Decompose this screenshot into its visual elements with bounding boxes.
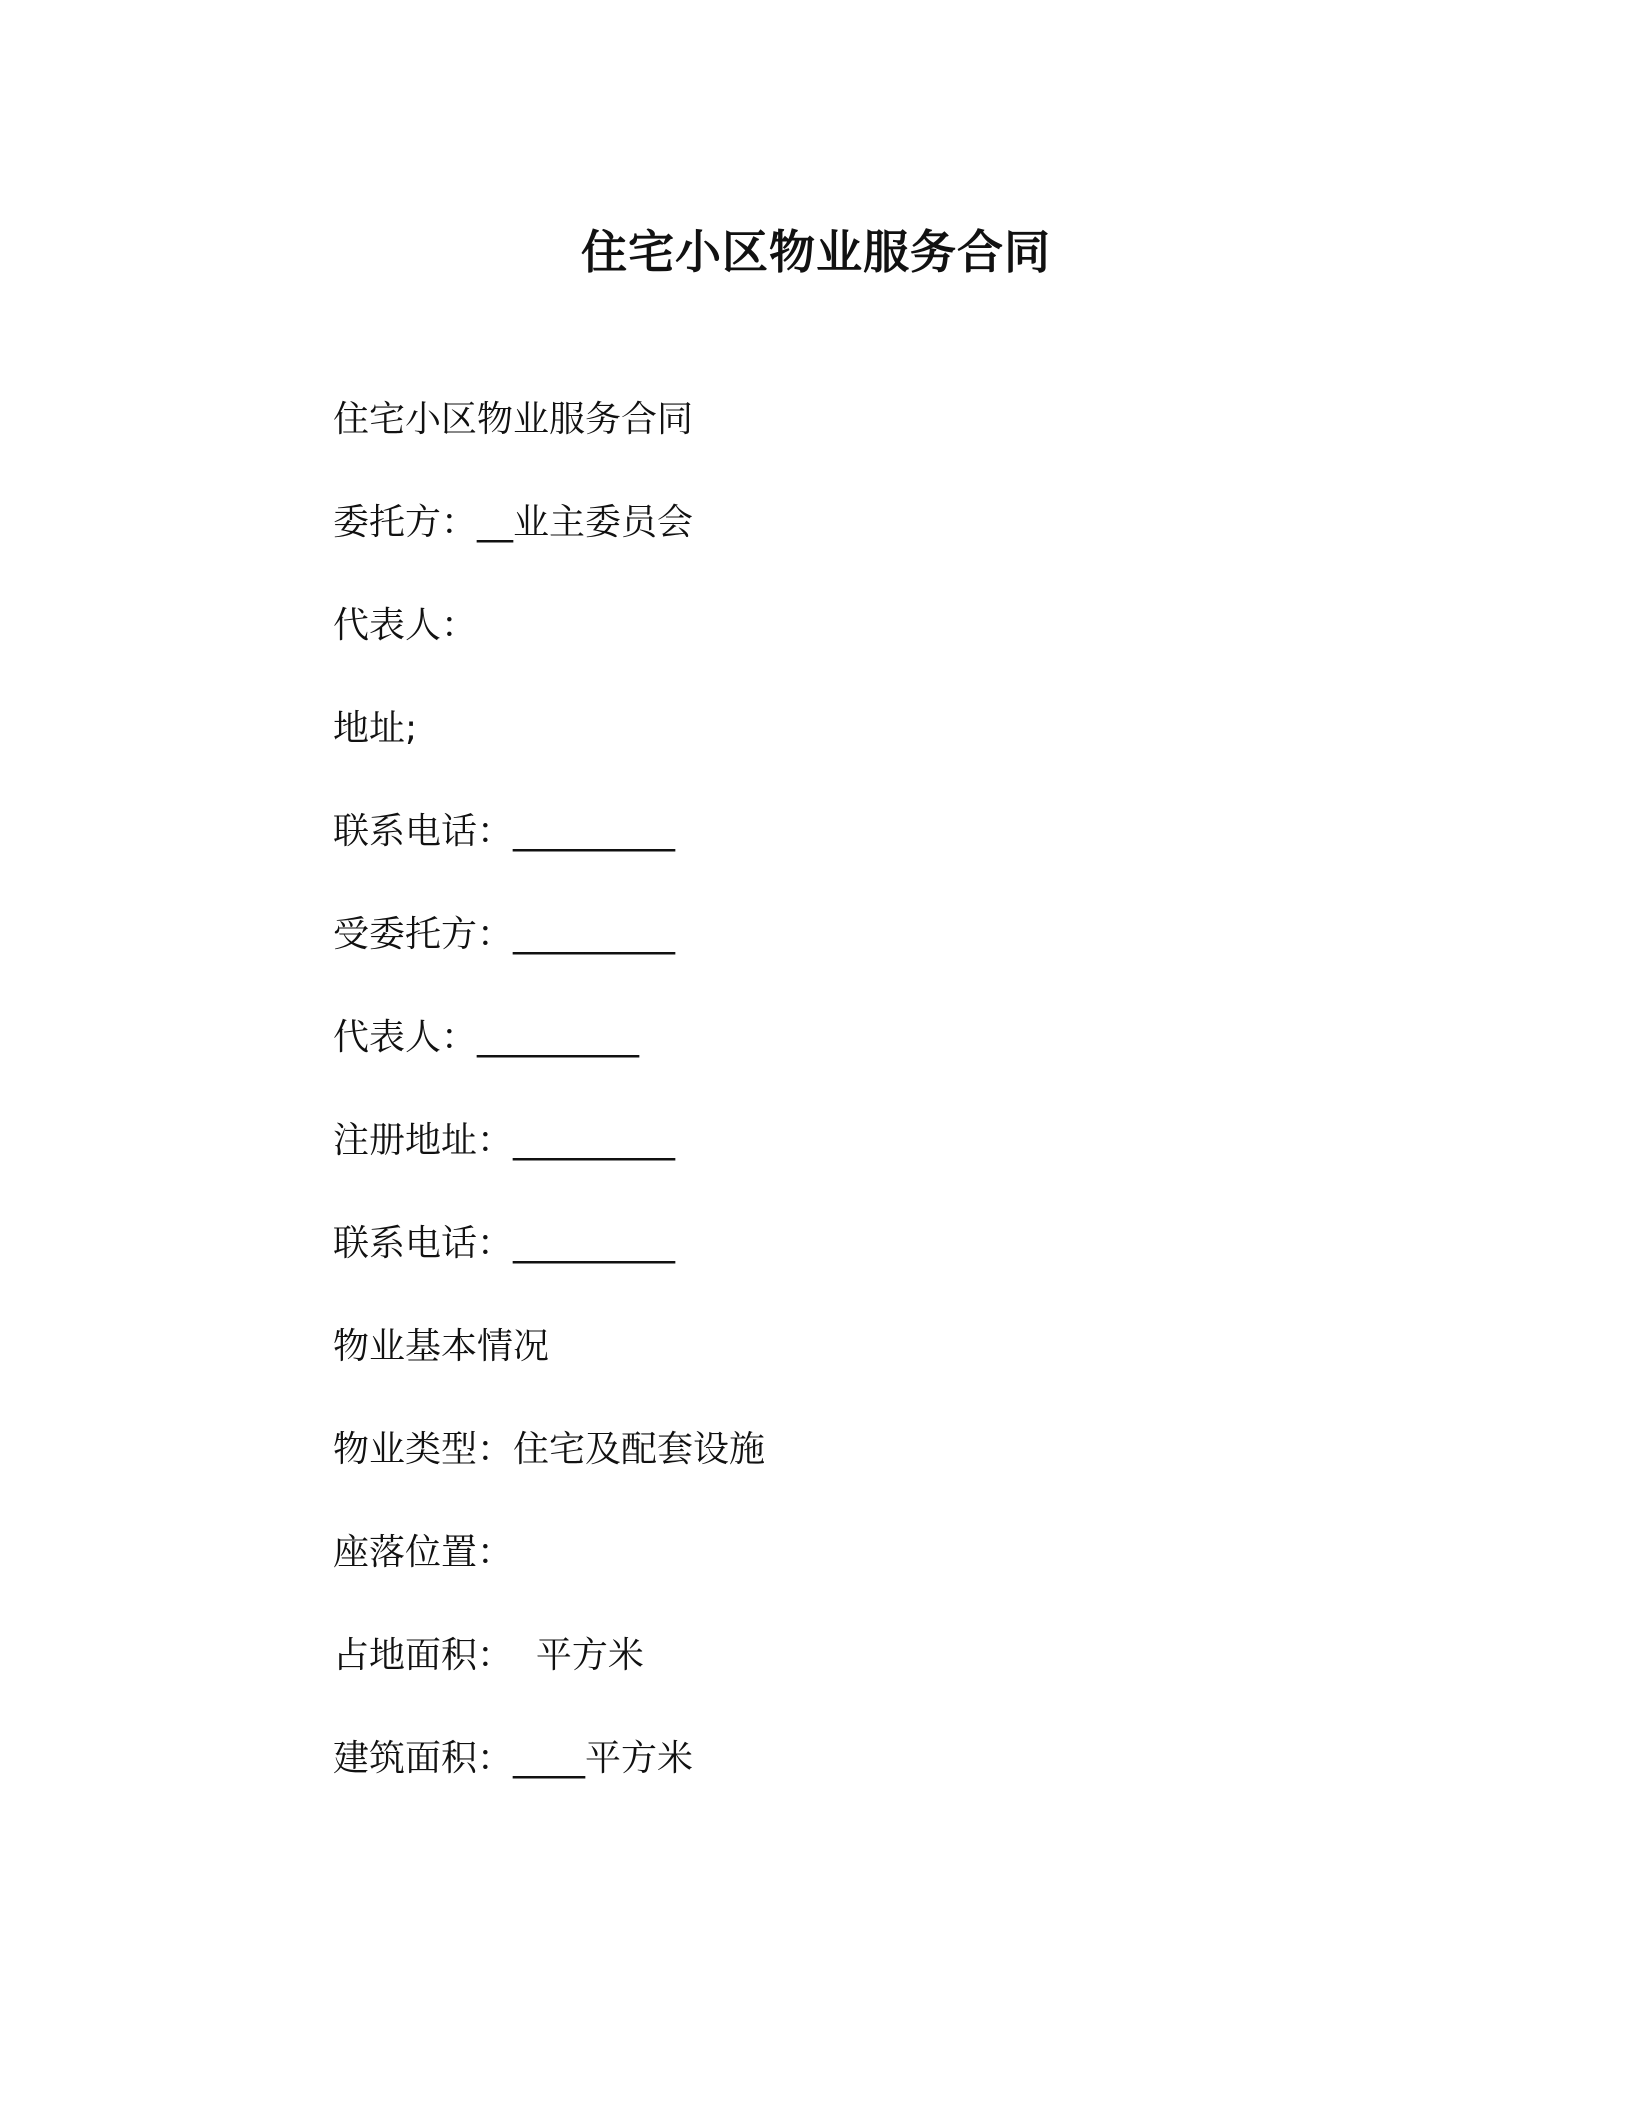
client-address-line: 地址; [333,708,418,749]
property-type-line: 物业类型：住宅及配套设施 [333,1429,766,1470]
contractor-phone-line: 联系电话：_________ [333,1223,676,1264]
document-body [333,396,1433,1838]
contractor-representative-line: 代表人：_________ [333,1017,640,1058]
contractor-line: 受委托方：_________ [333,914,676,955]
registered-address-line: 注册地址：_________ [333,1120,676,1161]
client-representative-line: 代表人： [333,605,478,646]
subtitle-line: 住宅小区物业服务合同 [333,399,694,440]
client-line: 委托方：__业主委员会 [333,502,694,543]
building-area-line: 建筑面积：____平方米 [333,1738,694,1779]
client-phone-line: 联系电话：_________ [333,811,676,852]
document-title: 住宅小区物业服务合同 [581,225,1051,279]
land-area-line: 占地面积： 平方米 [333,1635,644,1676]
section-heading-property-info: 物业基本情况 [333,1326,550,1367]
location-line: 座落位置： [333,1532,514,1573]
